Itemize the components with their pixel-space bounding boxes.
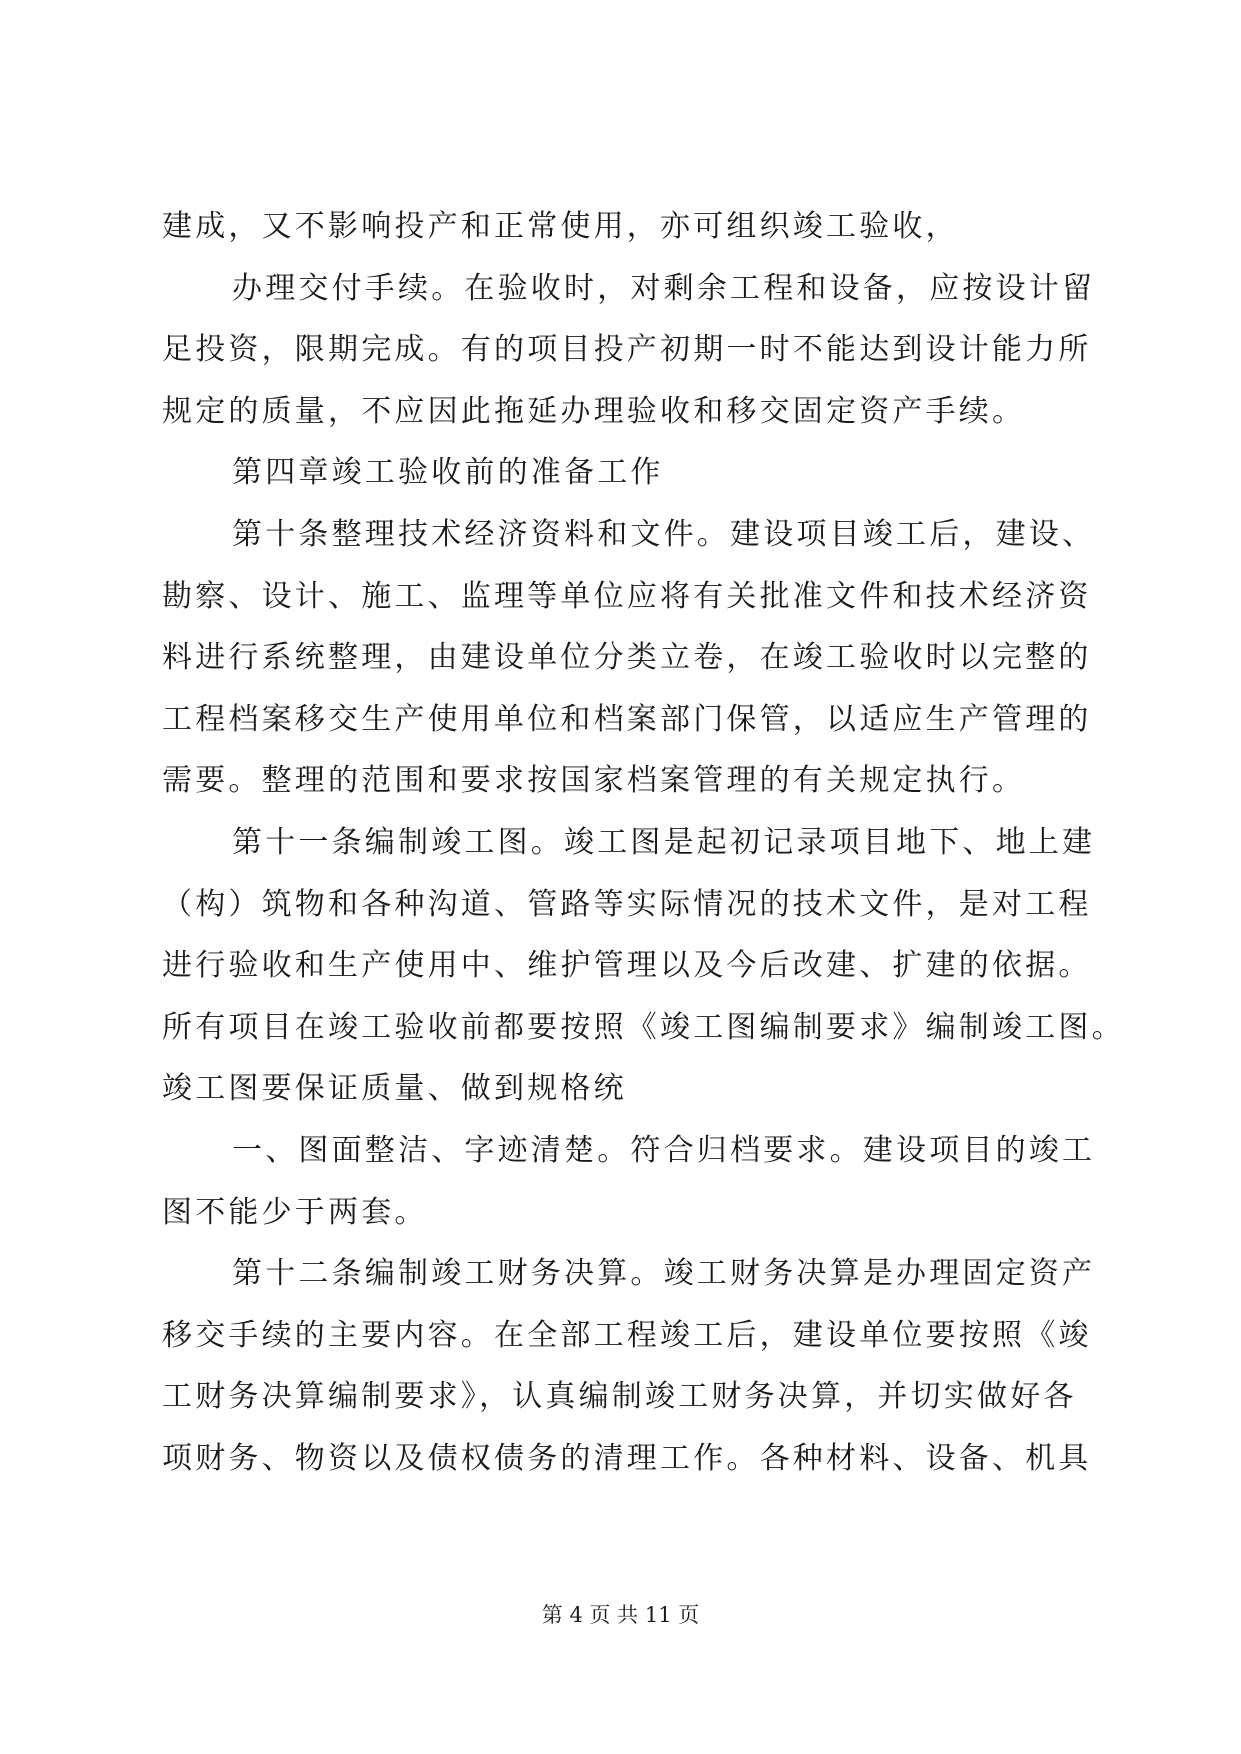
text-line: 规定的质量，不应因此拖延办理验收和移交固定资产手续。 bbox=[162, 393, 1026, 429]
text-line: 一、图面整洁、字迹清楚。符合归档要求。建设项目的竣工 bbox=[232, 1132, 1096, 1168]
text-line: 工程档案移交生产使用单位和档案部门保管，以适应生产管理的 bbox=[162, 701, 1092, 737]
text-line: 建成，又不影响投产和正常使用，亦可组织竣工验收， bbox=[162, 209, 959, 244]
document-body bbox=[162, 196, 1125, 1489]
text-line: 第十二条编制竣工财务决算。竣工财务决算是办理固定资产 bbox=[232, 1256, 1096, 1292]
text-line: 需要。整理的范围和要求按国家档案管理的有关规定执行。 bbox=[162, 763, 1026, 799]
text-line: 办理交付手续。在验收时，对剩余工程和设备，应按设计留 bbox=[232, 270, 1096, 306]
text-line: 第十一条编制竣工图。竣工图是起初记录项目地下、地上建 bbox=[232, 824, 1096, 860]
text-line: 第十条整理技术经济资料和文件。建设项目竣工后，建设、 bbox=[232, 516, 1096, 552]
text-line: 项财务、物资以及债权债务的清理工作。各种材料、设备、机具 bbox=[162, 1440, 1092, 1476]
page-number-footer: 第 4 页 共 11 页 bbox=[541, 1603, 700, 1627]
text-line: 所有项目在竣工验收前都要按照《竣工图编制要求》编制竣工图。 bbox=[162, 1009, 1125, 1045]
text-line: 勘察、设计、施工、监理等单位应将有关批准文件和技术经济资 bbox=[162, 578, 1092, 614]
text-line: 移交手续的主要内容。在全部工程竣工后，建设单位要按照《竣 bbox=[162, 1317, 1092, 1353]
text-line: 进行验收和生产使用中、维护管理以及今后改建、扩建的依据。 bbox=[162, 948, 1092, 984]
chapter-heading: 第四章竣工验收前的准备工作 bbox=[232, 455, 664, 491]
text-line: 工财务决算编制要求》，认真编制竣工财务决算，并切实做好各 bbox=[162, 1379, 1077, 1415]
text-line: 竣工图要保证质量、做到规格统 bbox=[162, 1071, 627, 1107]
text-line: （构）筑物和各种沟道、管路等实际情况的技术文件，是对工程 bbox=[162, 886, 1092, 922]
text-line: 足投资，限期完成。有的项目投产初期一时不能达到设计能力所 bbox=[162, 332, 1092, 368]
text-line: 图不能少于两套。 bbox=[162, 1194, 428, 1230]
text-line: 料进行系统整理，由建设单位分类立卷，在竣工验收时以完整的 bbox=[162, 640, 1092, 676]
